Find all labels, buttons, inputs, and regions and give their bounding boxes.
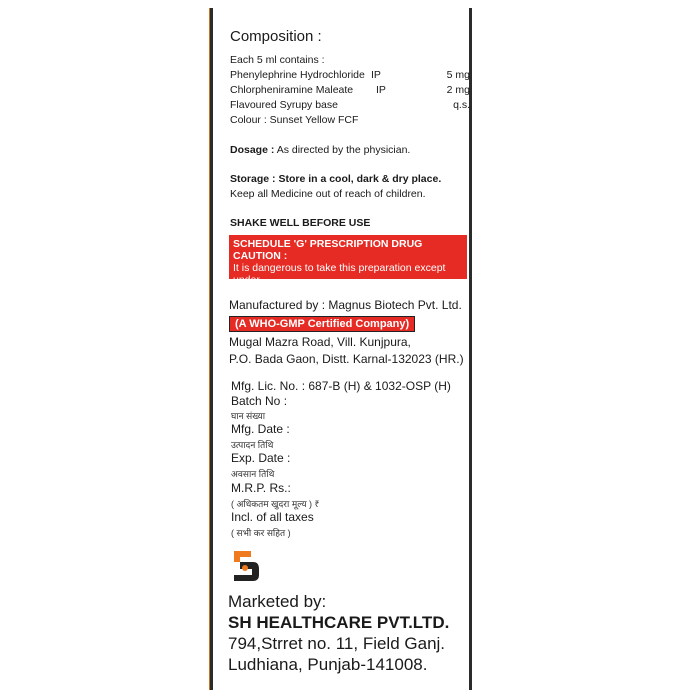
caution-line-1: It is dangerous to take this preparation except under	[233, 262, 446, 286]
label-panel	[210, 8, 472, 690]
mfg-lic-no: Mfg. Lic. No. : 687-B (H) & 1032-OSP (H)	[231, 379, 451, 393]
storage-line	[230, 173, 441, 185]
marketer-label: Marketed by:	[228, 592, 327, 611]
marketer-name: SH HEALTHCARE PVT.LTD.	[228, 613, 450, 632]
ingredient-standard: IP	[371, 69, 381, 81]
mrp-label: M.R.P. Rs.:	[231, 481, 291, 495]
ingredient-name: Chlorpheniramine Maleate	[230, 84, 354, 96]
caution-line-2: Medical Supervision	[233, 286, 327, 298]
exp-date-hindi: अवसान तिथि	[231, 469, 275, 479]
ingredient-quantity: q.s.	[453, 99, 470, 111]
mfg-date-hindi: उत्पादन तिथि	[231, 440, 274, 450]
manufacturer-address-2: P.O. Bada Gaon, Distt. Karnal-132023 (HR.)	[229, 352, 464, 366]
composition-intro: Each 5 ml contains :	[230, 54, 325, 66]
batch-no-hindi: घान संख्या	[231, 411, 266, 421]
ingredient-quantity: 5 mg	[446, 69, 470, 81]
shake-warning: SHAKE WELL BEFORE USE	[230, 217, 371, 229]
marketer-address-2: Ludhiana, Punjab-141008.	[228, 655, 428, 674]
mfg-date-label: Mfg. Date :	[231, 422, 290, 436]
dosage-text: As directed by the physician.	[276, 144, 411, 156]
storage-note: Keep all Medicine out of reach of children.	[230, 188, 426, 200]
taxes-label: Incl. of all taxes	[231, 510, 314, 524]
storage-text: Store in a cool, dark & dry place.	[278, 173, 442, 185]
exp-date-label: Exp. Date :	[231, 451, 291, 465]
mrp-hindi: ( अधिकतम खुदरा मूल्य ) ₹	[231, 499, 320, 509]
storage-label: Storage :	[230, 173, 276, 185]
ingredient-name: Colour : Sunset Yellow FCF	[230, 114, 359, 126]
ingredient-name: Flavoured Syrupy base	[230, 99, 338, 111]
manufacturer-label: Manufactured by : Magnus Biotech Pvt. Ltd.	[229, 298, 462, 312]
taxes-hindi: ( सभी कर सहित )	[231, 528, 291, 538]
dosage-label: Dosage :	[230, 144, 275, 156]
ingredient-name: Phenylephrine Hydrochloride	[230, 69, 365, 81]
who-gmp-badge: (A WHO-GMP Certified Company)	[229, 316, 415, 332]
ingredient-quantity: 2 mg	[446, 84, 470, 96]
batch-no-label: Batch No :	[231, 394, 288, 408]
manufacturer-address-1: Mugal Mazra Road, Vill. Kunjpura,	[229, 335, 411, 349]
ingredient-standard: IP	[376, 84, 386, 96]
caution-title: SCHEDULE 'G' PRESCRIPTION DRUG CAUTION :	[233, 238, 423, 262]
dosage-line	[230, 144, 410, 156]
caution-box	[229, 235, 467, 298]
sh-healthcare-logo-icon	[231, 548, 261, 584]
composition-title: Composition :	[230, 28, 322, 45]
marketer-address-1: 794,Strret no. 11, Field Ganj.	[228, 634, 446, 653]
